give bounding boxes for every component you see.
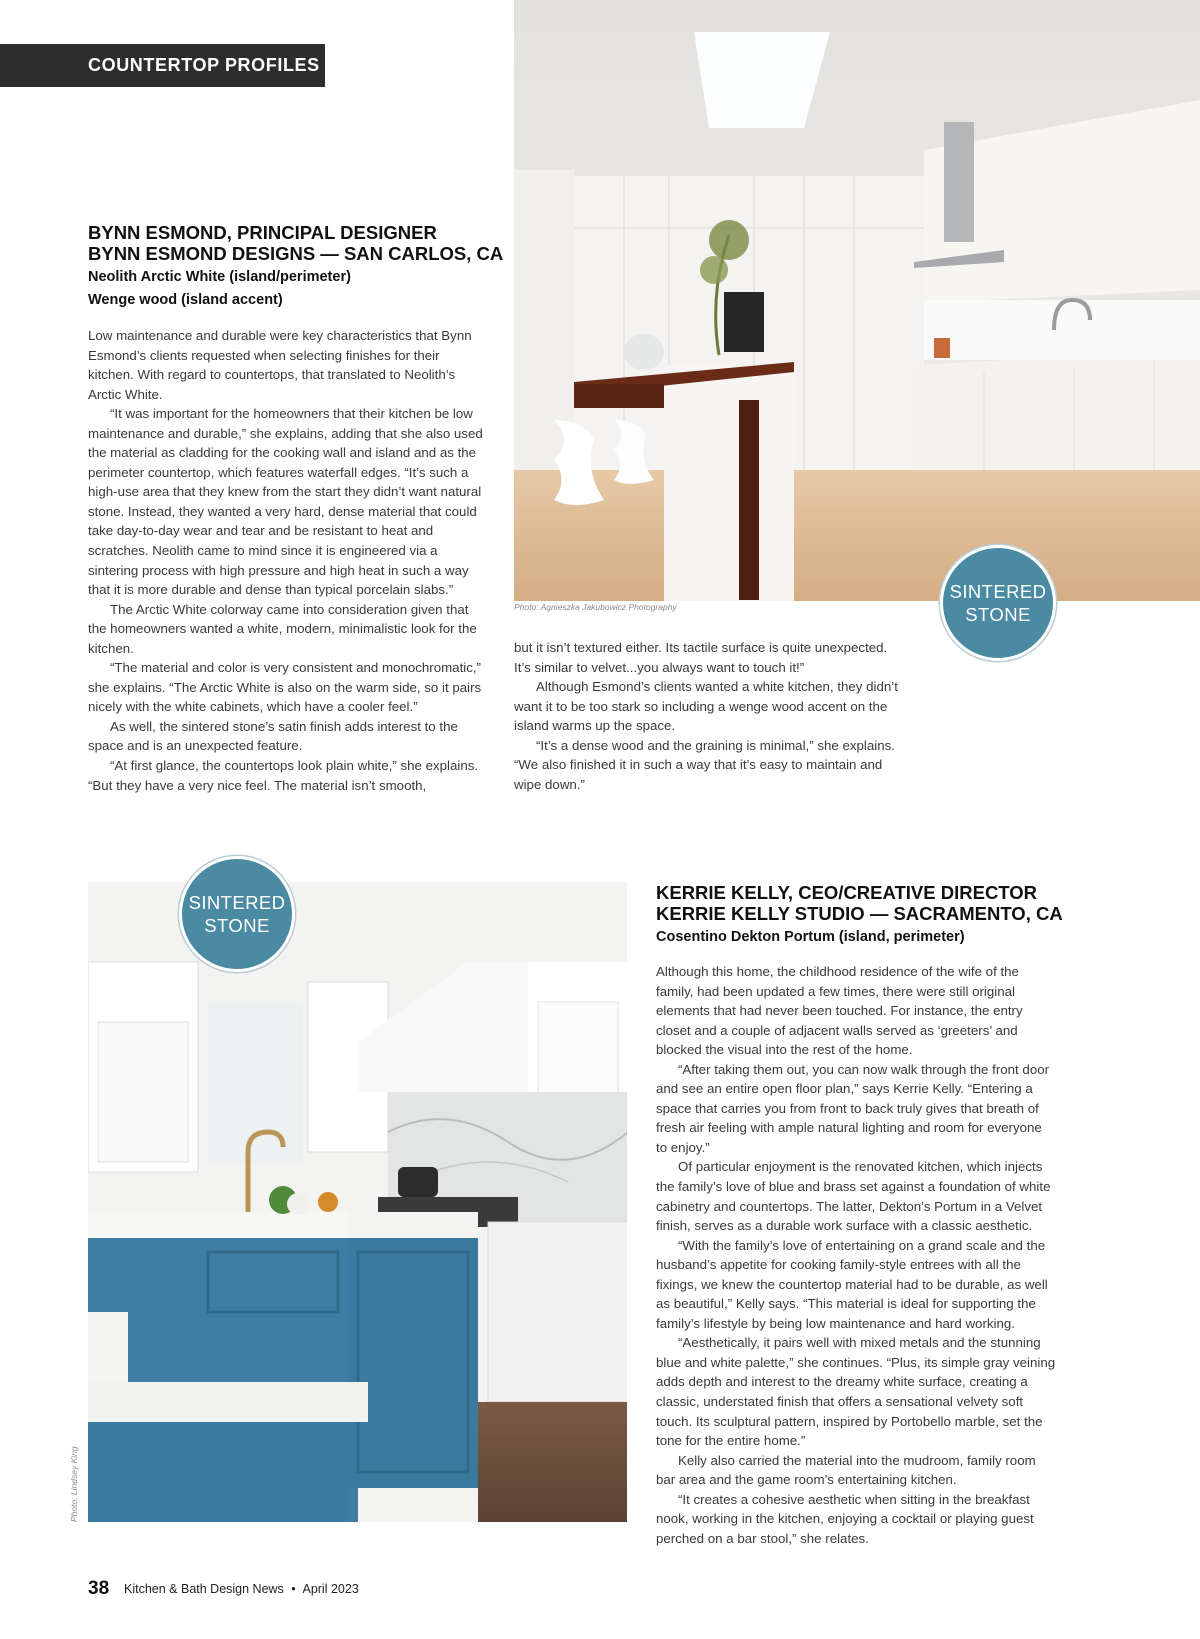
profile2-heading-line2: KERRIE KELLY STUDIO — SACRAMENTO, CA xyxy=(656,903,1063,924)
sintered-stone-badge-2 xyxy=(179,856,295,972)
section-tag: COUNTERTOP PROFILES xyxy=(0,44,325,87)
badge-line: SINTERED xyxy=(949,581,1047,602)
profile1-material-1: Neolith Arctic White (island/perimeter) xyxy=(88,269,351,285)
sintered-stone-badge-1 xyxy=(940,545,1056,661)
paragraph: Although Esmond’s clients wanted a white kitchen, they didn’t want it to be too stark so including a wenge wood accent on the island warms up the space. xyxy=(514,679,898,734)
profile1-heading-line2: BYNN ESMOND DESIGNS — SAN CARLOS, CA xyxy=(88,243,504,264)
photo-credit-2: Photo: Lindsey King xyxy=(69,1446,79,1522)
profile2-heading-line1: KERRIE KELLY, CEO/CREATIVE DIRECTOR xyxy=(656,882,1038,903)
kitchen-photo-1 xyxy=(514,0,1200,601)
paragraph: Low maintenance and durable were key characteristics that Bynn Esmond’s clients requested when selecting finishes for their kitchen. With regard to countertops, that translated to Neolith’s Arctic White. xyxy=(88,328,472,402)
paragraph: “It creates a cohesive aesthetic when sitting in the breakfast nook, working in the kitchen, enjoying a cocktail or playing guest perched on a bar stool,” she relates. xyxy=(656,1491,1034,1546)
profile2-body xyxy=(656,962,1056,1548)
paragraph: As well, the sintered stone’s satin finish adds interest to the space and is an unexpected feature. xyxy=(88,718,458,754)
paragraph: Kelly also carried the material into the mudroom, family room bar area and the game room’s entertaining kitchen. xyxy=(656,1452,1036,1488)
paragraph: The Arctic White colorway came into consideration given that the homeowners wanted a white, modern, minimalistic look for the kitchen. xyxy=(88,601,477,656)
paragraph: “Aesthetically, it pairs well with mixed metals and the stunning blue and white palette,” she continues. “Plus, its simple gray veining adds depth and interest to the dreamy white surface, creating a classic, understated finish that offers a sensational velvety soft touch. Its sculptural pattern, inspired by Portobello marble, set the tone for the entire home.” xyxy=(656,1335,1056,1449)
paragraph: “At first glance, the countertops look plain white,” she explains. “But they have a very nice feel. The material isn’t smooth, xyxy=(88,758,479,793)
kitchen-photo-2-illustration xyxy=(88,882,627,1522)
profile2-material-1: Cosentino Dekton Portum (island, perimeter) xyxy=(656,929,965,945)
paragraph: “The material and color is very consistent and monochromatic,” she explains. “The Arctic White is also on the warm side, so it pairs nicely with the white cabinets, which have a cooler feel.” xyxy=(88,660,482,715)
kitchen-photo-1-illustration xyxy=(514,0,1200,601)
footer-separator: • xyxy=(291,1582,296,1596)
photo-credit-1: Photo: Agnieszka Jakubowicz Photography xyxy=(514,602,677,612)
paragraph: “After taking them out, you can now walk through the front door and see an entire open floor plan,” says Kerrie Kelly. “Entering a space that carries you from front to back truly gives that breath of fresh air feeling with ample natural lighting and room for everyone to enjoy.” xyxy=(656,1061,1050,1155)
issue-date: April 2023 xyxy=(302,1582,359,1596)
badge-line: SINTERED xyxy=(188,892,286,913)
profile1-body-left xyxy=(88,326,486,795)
profile1-body-right xyxy=(514,638,904,794)
profile1-heading-line1: BYNN ESMOND, PRINCIPAL DESIGNER xyxy=(88,222,437,243)
badge-line: STONE xyxy=(204,915,270,936)
paragraph: but it isn’t textured either. Its tactile surface is quite unexpected. It’s similar to velvet...you always want to touch it!” xyxy=(514,640,888,675)
publication-name: Kitchen & Bath Design News xyxy=(124,1582,284,1596)
paragraph: Although this home, the childhood residence of the wife of the family, had been updated a few times, there were still original elements that had never been touched. For instance, the entry closet and a couple of adjacent walls served as ‘greeters’ and blocked the visual into the rest of the home. xyxy=(656,964,1023,1058)
paragraph: “With the family’s love of entertaining on a grand scale and the husband’s appetite for cooking family-style entrees with all the fixings, we knew the countertop material had to be durable, as well as beautiful,” Kelly says. “This material is ideal for supporting the family’s lifestyle by being low maintenance and hard working. xyxy=(656,1237,1048,1331)
paragraph: “It’s a dense wood and the graining is minimal,” she explains. “We also finished it in such a way that it’s easy to maintain and wipe down.” xyxy=(514,737,895,792)
profile1-material-2: Wenge wood (island accent) xyxy=(88,292,283,308)
kitchen-photo-2 xyxy=(88,882,627,1522)
paragraph: Of particular enjoyment is the renovated kitchen, which injects the family’s love of blue and brass set against a foundation of white cabinetry and countertops. The latter, Dekton’s Portum in a Velvet finish, serves as a durable work surface with a classic aesthetic. xyxy=(656,1159,1051,1234)
badge-line: STONE xyxy=(965,604,1031,625)
footer-publication-line xyxy=(124,1582,359,1596)
paragraph: “It was important for the homeowners that their kitchen be low maintenance and durable,” she explains, adding that she also used the material as cladding for the cooking wall and island and as the perimeter countertop, which features waterfall edges. “It’s such a high-use area that they knew from the start they didn’t want natural stone. Instead, they wanted a very hard, dense material that could take day-to-day wear and tear and be resistant to heat and scratches. Neolith came to mind since it is engineered via a sintering process with high pressure and high heat in such a way that it is more durable and dense than typical porcelain slabs.” xyxy=(88,406,483,598)
page-number: 38 xyxy=(88,1578,110,1599)
